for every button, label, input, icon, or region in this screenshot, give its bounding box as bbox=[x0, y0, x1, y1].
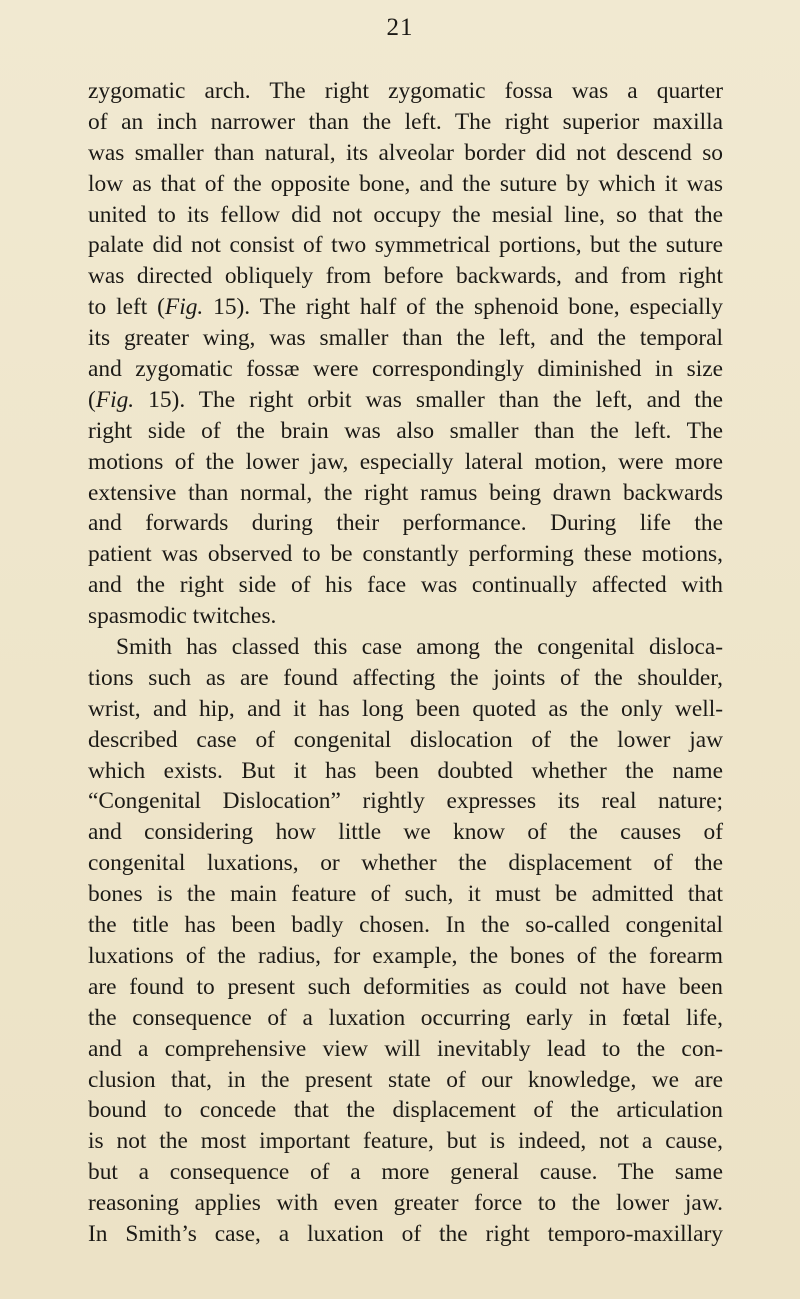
text-line: and forwards during their performance. During life the bbox=[88, 510, 723, 537]
text-line: which exists. But it has been doubted whether the name bbox=[88, 757, 723, 784]
text-line: and considering how little we know of the causes of bbox=[88, 819, 723, 846]
text-line: palate did not consist of two symmetrical portions, but the suture bbox=[88, 232, 723, 259]
text-line: luxations of the radius, for example, the bones of the forearm bbox=[88, 942, 723, 969]
text-line: described case of congenital dislocation of the lower jaw bbox=[88, 726, 723, 753]
text-line: but a consequence of a more general cause. The same bbox=[88, 1159, 723, 1186]
text-fragment: ( bbox=[88, 386, 96, 413]
text-line: clusion that, in the present state of our knowledge, we are bbox=[88, 1066, 723, 1093]
text-line: and zygomatic fossæ were correspondingly diminished in size bbox=[88, 356, 723, 383]
text-fragment: to left ( bbox=[88, 294, 165, 321]
text-line: motions of the lower jaw, especially lateral motion, were more bbox=[88, 448, 723, 475]
text-line: was smaller than natural, its alveolar border did not descend so bbox=[88, 139, 723, 166]
text-line: tions such as are found affecting the joints of the shoulder, bbox=[88, 664, 723, 691]
text-line: In Smith’s case, a luxation of the right temporo-maxillary bbox=[88, 1220, 723, 1247]
text-line: and a comprehensive view will inevitably lead to the con- bbox=[88, 1035, 723, 1062]
text-fragment: 15). The right orbit was smaller than the left, and the bbox=[134, 386, 723, 413]
text-line: are found to present such deformities as could not have been bbox=[88, 973, 723, 1000]
text-line: low as that of the opposite bone, and the suture by which it was bbox=[88, 170, 723, 197]
figure-reference: Fig. bbox=[95, 386, 135, 413]
text-line: its greater wing, was smaller than the left, and the temporal bbox=[88, 325, 723, 352]
text-line: is not the most important feature, but is indeed, not a cause, bbox=[88, 1128, 723, 1155]
text-fragment: 15). The right half of the sphenoid bone, especially bbox=[203, 294, 723, 321]
text-line: right side of the brain was also smaller than the left. The bbox=[88, 417, 723, 444]
text-line: spasmodic twitches. bbox=[88, 603, 277, 630]
text-line: the consequence of a luxation occurring early in fœtal life, bbox=[88, 1004, 723, 1031]
text-line: of an inch narrower than the left. The right superior maxilla bbox=[88, 108, 723, 135]
text-line: reasoning applies with even greater force to the lower jaw. bbox=[88, 1190, 723, 1217]
text-line: was directed obliquely from before backwards, and from right bbox=[88, 263, 723, 290]
text-line bbox=[88, 292, 723, 323]
text-line: extensive than normal, the right ramus being drawn backwards bbox=[88, 479, 723, 506]
page-number: 21 bbox=[386, 14, 414, 41]
text-line bbox=[88, 385, 723, 416]
text-line: bones is the main feature of such, it must be admitted that bbox=[88, 881, 723, 908]
text-line: bound to concede that the displacement of the articulation bbox=[88, 1097, 723, 1124]
text-line: united to its fellow did not occupy the mesial line, so that the bbox=[88, 201, 723, 228]
figure-reference: Fig. bbox=[164, 294, 204, 321]
text-line: wrist, and hip, and it has long been quoted as the only well- bbox=[88, 695, 723, 722]
text-line: and the right side of his face was continually affected with bbox=[88, 572, 723, 599]
text-line: the title has been badly chosen. In the so-called congenital bbox=[88, 912, 723, 939]
text-line: zygomatic arch. The right zygomatic fossa was a quarter bbox=[88, 78, 723, 104]
text-line: Smith has classed this case among the congenital disloca- bbox=[116, 634, 723, 661]
text-line: patient was observed to be constantly performing these motions, bbox=[88, 541, 723, 568]
text-line: “Congenital Dislocation” rightly expresses its real nature; bbox=[88, 788, 723, 815]
text-line: congenital luxations, or whether the displacement of the bbox=[88, 850, 723, 877]
body-text bbox=[88, 76, 723, 1250]
